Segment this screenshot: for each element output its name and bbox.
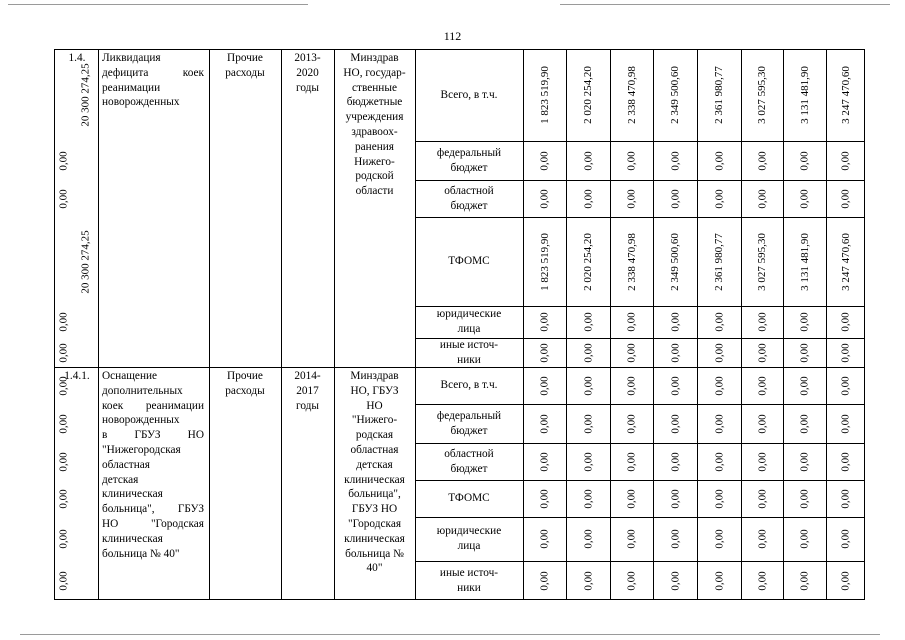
amount-value: 0,00 <box>669 413 682 434</box>
amount-value: 0,00 <box>713 413 726 434</box>
measure-name-line: областная <box>102 458 150 471</box>
table-rule <box>415 180 865 181</box>
amount-value: 0,00 <box>57 529 70 549</box>
executor: больница", <box>348 488 401 501</box>
row-number: 1.4. <box>68 52 86 64</box>
funding-source-label: юридические <box>436 525 502 538</box>
amount-value: 0,00 <box>839 342 852 363</box>
amount-value: 0,00 <box>582 150 595 171</box>
funding-source-label: лица <box>457 540 481 552</box>
measure-name-line: в ГБУЗ НО <box>102 429 204 442</box>
period: годы <box>295 399 319 412</box>
measure-name-line: реанимации <box>102 81 161 94</box>
executor: области <box>355 185 394 198</box>
funding-source-label: областной <box>444 184 494 197</box>
amount-value: 0,00 <box>756 488 769 509</box>
amount-value: 0,00 <box>625 488 638 509</box>
amount-value: 3 247 470,60 <box>839 66 852 124</box>
scan-artifact-line <box>8 4 308 5</box>
amount-value: 0,00 <box>57 375 70 396</box>
row-number: 1.4.1. <box>64 370 90 382</box>
amount-value: 3 131 481,90 <box>798 232 811 291</box>
amount-value: 0,00 <box>798 570 811 591</box>
funding-source-label: областной <box>444 447 494 460</box>
table-rule <box>334 49 335 600</box>
amount-value: 0,00 <box>713 570 726 591</box>
executor: ственные <box>352 81 397 94</box>
amount-value: 0,00 <box>582 375 595 396</box>
page-number: 112 <box>443 29 462 43</box>
amount-value: 0,00 <box>798 413 811 434</box>
executor: НО, государ- <box>343 66 406 79</box>
funding-source-label: бюджет <box>450 462 488 475</box>
executor: родской <box>355 170 394 183</box>
amount-value: 0,00 <box>625 150 638 171</box>
amount-value: 0,00 <box>669 188 682 209</box>
amount-value: 0,00 <box>57 570 70 591</box>
amount-value: 0,00 <box>625 188 638 209</box>
executor: областная <box>350 444 399 456</box>
amount-value: 3 027 595,30 <box>755 232 768 291</box>
amount-value: 0,00 <box>756 570 769 591</box>
measure-name-line: Оснащение <box>102 370 158 382</box>
expense-type: Прочие <box>227 370 263 382</box>
period: 2020 <box>296 66 319 79</box>
amount-value: 0,00 <box>538 529 551 549</box>
amount-value: 0,00 <box>798 150 811 171</box>
amount-value: 0,00 <box>839 375 852 396</box>
funding-source-label: лица <box>457 323 481 335</box>
executor: клиническая <box>344 532 405 545</box>
amount-value: 0,00 <box>669 488 682 509</box>
amount-value: 0,00 <box>57 150 70 171</box>
executor: 40" <box>366 562 383 575</box>
amount-value: 0,00 <box>839 570 852 591</box>
amount-value: 0,00 <box>798 529 811 549</box>
funding-source-label: бюджет <box>450 161 488 174</box>
table-rule <box>415 517 865 518</box>
amount-value: 3 027 595,30 <box>755 66 768 124</box>
amount-value: 0,00 <box>756 188 769 209</box>
amount-value: 0,00 <box>713 150 726 171</box>
measure-name-line: детская <box>102 473 139 486</box>
executor: родская <box>355 429 394 442</box>
executor: ранения <box>354 140 394 153</box>
measure-name-line: клиническая <box>102 532 163 545</box>
amount-value: 0,00 <box>625 342 638 363</box>
amount-value: 0,00 <box>625 570 638 591</box>
amount-value: 20 300 274,25 <box>79 229 92 294</box>
funding-source-label: ТФОМС <box>448 492 490 505</box>
executor: "Городская <box>347 518 402 530</box>
amount-value: 0,00 <box>538 342 551 363</box>
executor: клиническая <box>344 473 405 486</box>
table-rule <box>415 480 865 481</box>
amount-value: 0,00 <box>713 375 726 396</box>
amount-value: 0,00 <box>57 451 70 472</box>
amount-value: 0,00 <box>538 312 551 332</box>
funding-source-label: бюджет <box>450 424 488 437</box>
expense-type: расходы <box>225 66 265 79</box>
funding-source-label: Всего, в т.ч. <box>440 88 498 101</box>
amount-value: 0,00 <box>538 413 551 434</box>
amount-value: 0,00 <box>839 529 852 549</box>
executor: "Нижего- <box>351 414 398 427</box>
amount-value: 0,00 <box>625 451 638 472</box>
funding-source-label: федеральный <box>436 409 502 422</box>
amount-value: 0,00 <box>756 150 769 171</box>
funding-source-label: ники <box>457 581 481 594</box>
amount-value: 0,00 <box>669 342 682 363</box>
amount-value: 0,00 <box>625 413 638 434</box>
amount-value: 0,00 <box>538 570 551 591</box>
table-rule <box>54 49 865 50</box>
measure-name-line: дополнительных <box>102 384 183 397</box>
amount-value: 2 020 254,20 <box>581 66 594 124</box>
table-rule <box>415 217 865 218</box>
amount-value: 2 020 254,20 <box>581 232 594 291</box>
amount-value: 0,00 <box>669 312 682 332</box>
funding-source-label: бюджет <box>450 199 488 212</box>
period: 2013- <box>294 52 321 64</box>
table-rule <box>54 49 55 600</box>
scan-artifact-line <box>560 4 890 5</box>
amount-value: 0,00 <box>582 188 595 209</box>
amount-value: 0,00 <box>839 413 852 434</box>
amount-value: 0,00 <box>582 529 595 549</box>
amount-value: 0,00 <box>538 188 551 209</box>
amount-value: 0,00 <box>582 488 595 509</box>
period: годы <box>295 81 319 94</box>
amount-value: 0,00 <box>839 488 852 509</box>
amount-value: 2 349 500,60 <box>668 66 681 124</box>
funding-source-label: федеральный <box>436 146 502 159</box>
funding-source-label: ТФОМС <box>448 255 490 268</box>
amount-value: 0,00 <box>839 150 852 171</box>
amount-value: 3 131 481,90 <box>798 66 811 124</box>
amount-value: 0,00 <box>57 312 70 332</box>
amount-value: 2 361 980,77 <box>712 66 725 124</box>
amount-value: 0,00 <box>625 529 638 549</box>
amount-value: 0,00 <box>669 150 682 171</box>
amount-value: 0,00 <box>57 413 70 434</box>
amount-value: 0,00 <box>538 150 551 171</box>
measure-name-line: клиническая <box>102 488 163 501</box>
amount-value: 0,00 <box>669 570 682 591</box>
amount-value: 0,00 <box>669 375 682 396</box>
measure-name-line: новорожденных <box>102 96 180 109</box>
amount-value: 0,00 <box>57 488 70 509</box>
executor: детская <box>356 458 393 471</box>
period: 2017 <box>296 384 319 397</box>
table-rule <box>98 49 99 600</box>
amount-value: 0,00 <box>756 342 769 363</box>
amount-value: 0,00 <box>798 342 811 363</box>
amount-value: 0,00 <box>582 342 595 363</box>
amount-value: 0,00 <box>756 312 769 332</box>
amount-value: 0,00 <box>756 451 769 472</box>
table-rule <box>415 561 865 562</box>
table-rule <box>54 599 865 600</box>
amount-value: 0,00 <box>756 529 769 549</box>
amount-value: 1 823 519,90 <box>538 66 551 124</box>
funding-source-label: Всего, в т.ч. <box>440 379 498 392</box>
amount-value: 1 823 519,90 <box>538 232 551 291</box>
amount-value: 0,00 <box>57 188 70 209</box>
amount-value: 0,00 <box>839 188 852 209</box>
amount-value: 0,00 <box>538 488 551 509</box>
executor: Минздрав <box>350 52 399 64</box>
measure-name-line: "Нижегородская <box>102 444 181 456</box>
amount-value: 0,00 <box>669 451 682 472</box>
amount-value: 0,00 <box>669 529 682 549</box>
measure-name-line: дефицита коек <box>102 66 204 79</box>
amount-value: 0,00 <box>713 188 726 209</box>
scan-artifact-line <box>20 634 880 635</box>
executor: НО, ГБУЗ <box>350 384 399 397</box>
amount-value: 0,00 <box>582 312 595 332</box>
amount-value: 2 361 980,77 <box>712 232 725 291</box>
funding-source-label: иные источ- <box>439 566 499 579</box>
executor: здравоох- <box>351 126 398 138</box>
amount-value: 0,00 <box>839 312 852 332</box>
amount-value: 0,00 <box>713 529 726 549</box>
amount-value: 0,00 <box>798 488 811 509</box>
executor: бюджетные <box>346 96 403 109</box>
measure-name-line: Ликвидация <box>102 52 161 64</box>
amount-value: 0,00 <box>756 413 769 434</box>
amount-value: 0,00 <box>538 451 551 472</box>
expense-type: Прочие <box>227 52 263 64</box>
funding-source-label: ники <box>457 353 481 366</box>
measure-name-line: НО "Городская <box>102 518 204 530</box>
executor: учреждения <box>345 111 404 124</box>
executor: больница № <box>345 547 404 560</box>
table-rule <box>415 443 865 444</box>
amount-value: 0,00 <box>538 375 551 396</box>
expense-type: расходы <box>225 384 265 397</box>
executor: НО <box>366 399 383 412</box>
amount-value: 0,00 <box>798 312 811 332</box>
measure-name-line: больница № 40" <box>102 547 180 560</box>
period: 2014- <box>294 370 321 382</box>
table-rule <box>415 404 865 405</box>
amount-value: 20 300 274,25 <box>79 63 92 127</box>
amount-value: 0,00 <box>713 312 726 332</box>
amount-value: 0,00 <box>625 375 638 396</box>
amount-value: 0,00 <box>713 342 726 363</box>
amount-value: 0,00 <box>756 375 769 396</box>
amount-value: 0,00 <box>582 570 595 591</box>
amount-value: 0,00 <box>713 451 726 472</box>
amount-value: 3 247 470,60 <box>839 232 852 291</box>
measure-name-line: новорожденных <box>102 414 180 427</box>
amount-value: 0,00 <box>57 342 70 363</box>
measure-name-line: коек реанимации <box>102 399 204 412</box>
funding-source-label: юридические <box>436 308 502 321</box>
amount-value: 0,00 <box>798 451 811 472</box>
amount-value: 0,00 <box>798 188 811 209</box>
budget-table <box>54 49 865 600</box>
executor: Минздрав <box>350 370 399 382</box>
amount-value: 0,00 <box>713 488 726 509</box>
table-rule <box>281 49 282 600</box>
measure-name-line: больница", ГБУЗ <box>102 503 204 516</box>
amount-value: 0,00 <box>582 413 595 434</box>
funding-source-label: иные источ- <box>439 338 499 351</box>
amount-value: 0,00 <box>798 375 811 396</box>
table-rule <box>209 49 210 600</box>
amount-value: 0,00 <box>839 451 852 472</box>
amount-value: 0,00 <box>582 451 595 472</box>
amount-value: 2 338 470,98 <box>625 232 638 291</box>
amount-value: 2 338 470,98 <box>625 66 638 124</box>
amount-value: 0,00 <box>625 312 638 332</box>
table-rule <box>415 141 865 142</box>
amount-value: 2 349 500,60 <box>668 232 681 291</box>
executor: Нижего- <box>354 155 395 168</box>
executor: ГБУЗ НО <box>351 503 398 516</box>
